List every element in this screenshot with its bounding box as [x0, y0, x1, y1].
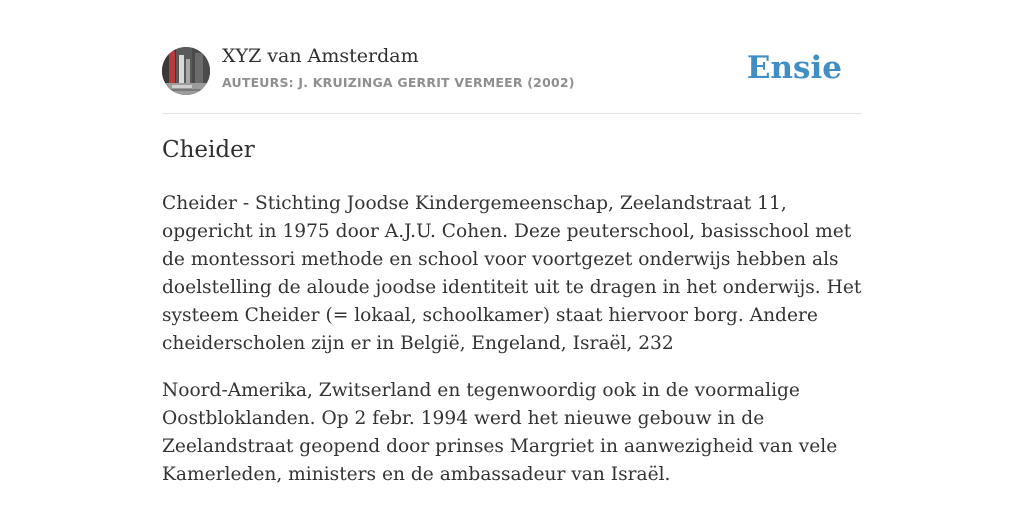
source-title[interactable]: XYZ van Amsterdam: [222, 45, 419, 67]
page-container: [162, 0, 862, 485]
entry-title: Cheider: [162, 137, 255, 163]
street-photo-avatar-icon: [162, 47, 210, 95]
source-avatar[interactable]: [162, 47, 210, 95]
entry-paragraph-1: Cheider - Stichting Joodse Kindergemeenschap, Zeelandstraat 11, opgericht in 1975 door A.J.U. Cohen. Deze peuterschool, basisschool met de montessori methode en school voor voortgezet onderwijs hebben als doelstelling de aloude joodse identiteit uit te dragen in het onderwijs. Het systeem Cheider (= lokaal, schoolkamer) staat hiervoor borg. Andere cheiderscholen zijn er in België, Engeland, Israël, 232: [162, 193, 862, 354]
source-authors: AUTEURS: J. KRUIZINGA GERRIT VERMEER (2002): [222, 75, 575, 90]
ensie-logo[interactable]: Ensie: [746, 50, 842, 86]
entry-paragraph-2: Noord-Amerika, Zwitserland en tegenwoordig ook in de voormalige Oostbloklanden. Op 2 febr. 1994 werd het nieuwe gebouw in de Zeelandstraat geopend door prinses Margriet in aanwezigheid van vele Kamerleden, ministers en de ambassadeur van Israël.: [162, 380, 838, 485]
source-header: [162, 0, 862, 114]
